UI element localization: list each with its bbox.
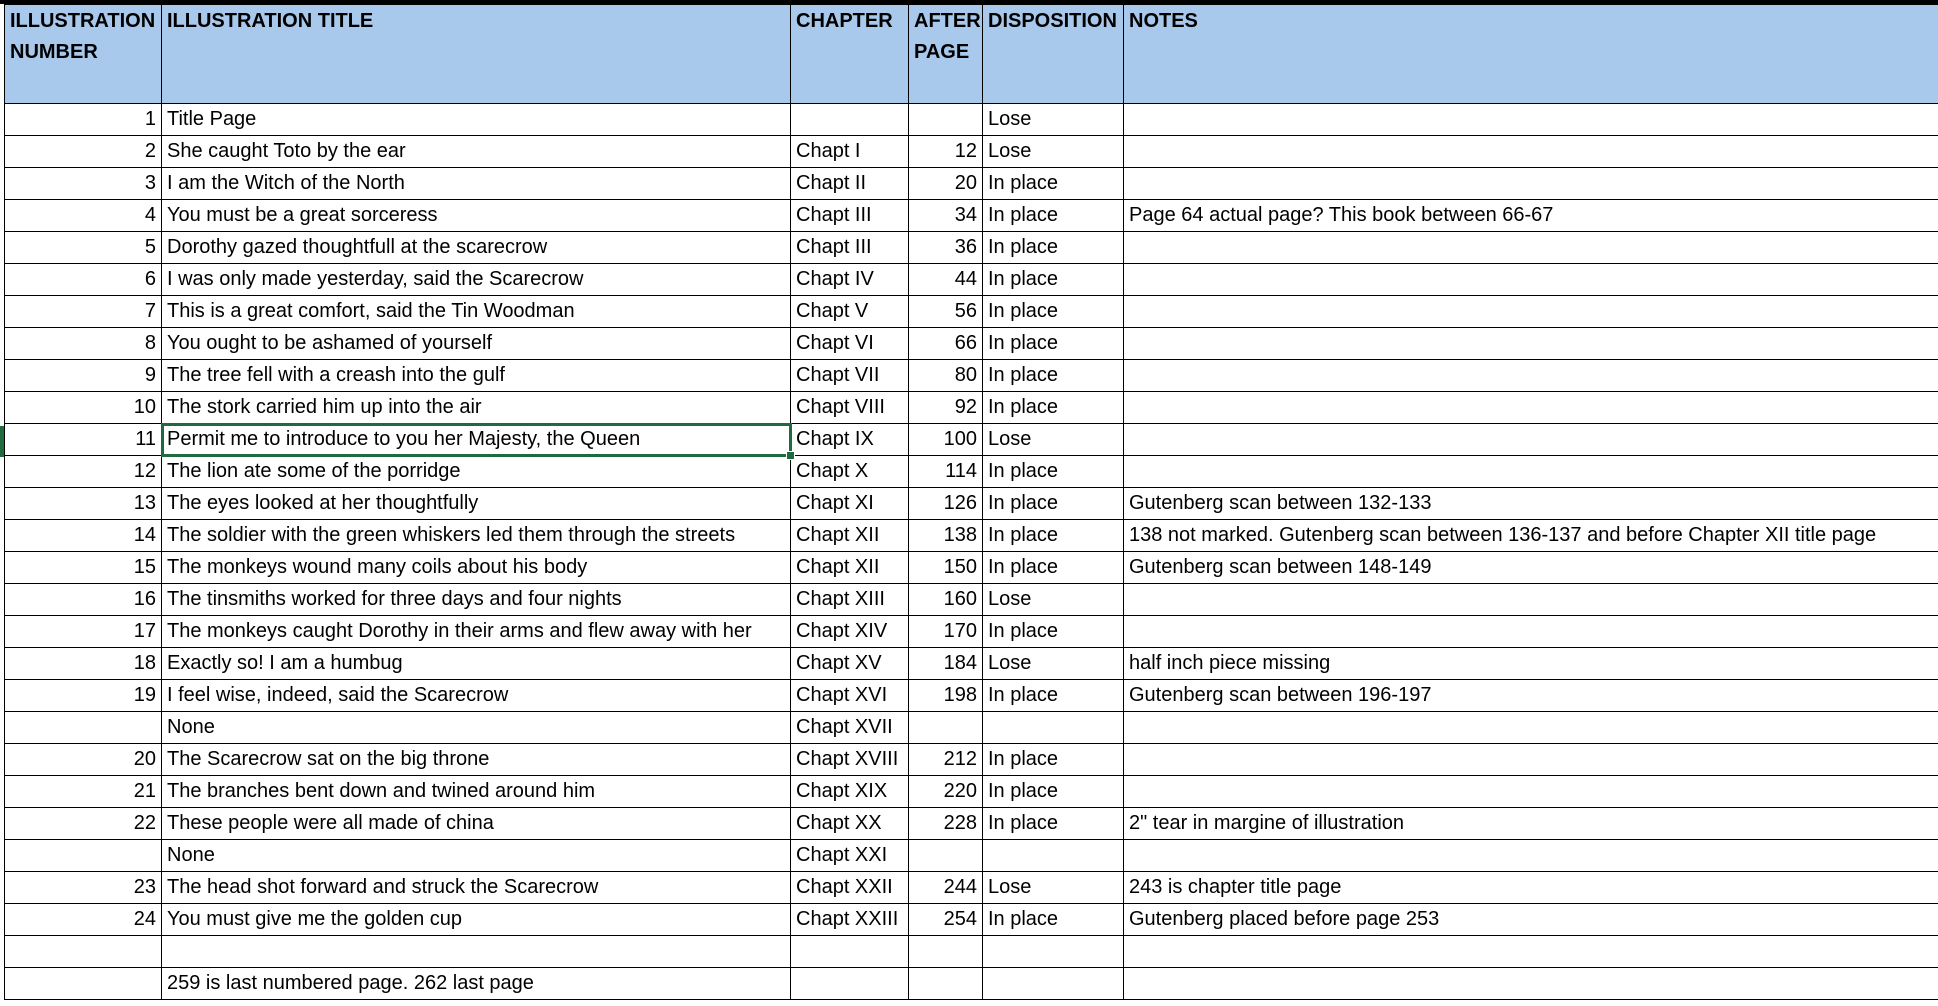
cell-chapter[interactable]: Chapt IX — [791, 424, 909, 456]
table-row — [5, 200, 1938, 232]
cell-after-page[interactable]: 198 — [909, 680, 983, 712]
table-row — [5, 584, 1938, 616]
cell-notes[interactable] — [1124, 264, 1938, 296]
cell-notes[interactable] — [1124, 616, 1938, 648]
cell-after-page[interactable]: 12 — [909, 136, 983, 168]
cell-disposition[interactable]: Lose — [983, 872, 1124, 904]
cell-title[interactable]: I feel wise, indeed, said the Scarecrow — [162, 680, 791, 712]
cell-chapter[interactable]: Chapt XII — [791, 520, 909, 552]
cell-number[interactable]: 10 — [5, 392, 162, 424]
cell-notes[interactable] — [1124, 936, 1938, 968]
cell-number[interactable]: 16 — [5, 584, 162, 616]
cell-disposition[interactable]: Lose — [983, 136, 1124, 168]
cell-disposition[interactable]: In place — [983, 616, 1124, 648]
cell-disposition[interactable]: Lose — [983, 104, 1124, 136]
cell-number[interactable]: 7 — [5, 296, 162, 328]
cell-chapter[interactable]: Chapt XXI — [791, 840, 909, 872]
cell-number[interactable]: 6 — [5, 264, 162, 296]
cell-number[interactable]: 2 — [5, 136, 162, 168]
cell-after-page[interactable]: 80 — [909, 360, 983, 392]
cell-notes[interactable]: half inch piece missing — [1124, 648, 1938, 680]
cell-disposition[interactable]: In place — [983, 456, 1124, 488]
cell-disposition[interactable] — [983, 840, 1124, 872]
cell-title[interactable]: The stork carried him up into the air — [162, 392, 791, 424]
cell-number[interactable]: 14 — [5, 520, 162, 552]
cell-disposition[interactable]: In place — [983, 392, 1124, 424]
cell-after-page[interactable]: 34 — [909, 200, 983, 232]
cell-chapter[interactable]: Chapt II — [791, 168, 909, 200]
cell-notes[interactable]: 243 is chapter title page — [1124, 872, 1938, 904]
cell-disposition[interactable]: In place — [983, 904, 1124, 936]
cell-after-page[interactable]: 126 — [909, 488, 983, 520]
cell-after-page[interactable]: 160 — [909, 584, 983, 616]
cell-number[interactable]: 19 — [5, 680, 162, 712]
cell-title[interactable]: 259 is last numbered page. 262 last page — [162, 968, 791, 1000]
cell-disposition[interactable] — [983, 968, 1124, 1000]
cell-chapter[interactable]: Chapt XXII — [791, 872, 909, 904]
cell-title[interactable]: The soldier with the green whiskers led them through the streets — [162, 520, 791, 552]
cell-number[interactable] — [5, 840, 162, 872]
cell-title[interactable]: The monkeys caught Dorothy in their arms and flew away with her — [162, 616, 791, 648]
cell-notes[interactable] — [1124, 392, 1938, 424]
cell-disposition[interactable]: In place — [983, 808, 1124, 840]
cell-after-page[interactable] — [909, 936, 983, 968]
cell-chapter[interactable]: Chapt XIII — [791, 584, 909, 616]
cell-notes[interactable]: Gutenberg scan between 132-133 — [1124, 488, 1938, 520]
cell-title[interactable]: The monkeys wound many coils about his body — [162, 552, 791, 584]
table-row — [5, 104, 1938, 136]
cell-number[interactable]: 22 — [5, 808, 162, 840]
cell-chapter[interactable]: Chapt XV — [791, 648, 909, 680]
cell-after-page[interactable]: 44 — [909, 264, 983, 296]
cell-after-page[interactable]: 220 — [909, 776, 983, 808]
cell-number[interactable]: 4 — [5, 200, 162, 232]
cell-chapter[interactable] — [791, 104, 909, 136]
cell-title[interactable]: None — [162, 712, 791, 744]
cell-chapter[interactable]: Chapt III — [791, 232, 909, 264]
cell-title[interactable]: I was only made yesterday, said the Scarecrow — [162, 264, 791, 296]
cell-after-page[interactable]: 212 — [909, 744, 983, 776]
cell-disposition[interactable]: In place — [983, 168, 1124, 200]
cell-title[interactable]: You ought to be ashamed of yourself — [162, 328, 791, 360]
cell-title[interactable] — [162, 936, 791, 968]
table-row — [5, 552, 1938, 584]
cell-notes[interactable] — [1124, 840, 1938, 872]
table-row — [5, 520, 1938, 552]
header-row — [5, 5, 1938, 104]
cell-number[interactable]: 11 — [5, 424, 162, 456]
cell-title[interactable]: Permit me to introduce to you her Majesty, the Queen — [162, 424, 791, 456]
cell-after-page[interactable]: 66 — [909, 328, 983, 360]
table-row — [5, 328, 1938, 360]
cell-notes[interactable] — [1124, 456, 1938, 488]
cell-title[interactable]: You must give me the golden cup — [162, 904, 791, 936]
cell-title[interactable]: The tinsmiths worked for three days and four nights — [162, 584, 791, 616]
cell-title[interactable]: The lion ate some of the porridge — [162, 456, 791, 488]
cell-number[interactable]: 17 — [5, 616, 162, 648]
cell-number[interactable]: 5 — [5, 232, 162, 264]
cell-notes[interactable]: 138 not marked. Gutenberg scan between 136-137 and before Chapter XII title page — [1124, 520, 1938, 552]
cell-title[interactable]: She caught Toto by the ear — [162, 136, 791, 168]
cell-notes[interactable] — [1124, 232, 1938, 264]
cell-title[interactable]: The branches bent down and twined around him — [162, 776, 791, 808]
cell-notes[interactable] — [1124, 328, 1938, 360]
table-row — [5, 680, 1938, 712]
cell-chapter[interactable] — [791, 936, 909, 968]
header-notes[interactable]: NOTES — [1124, 5, 1938, 104]
cell-disposition[interactable]: In place — [983, 360, 1124, 392]
cell-after-page[interactable]: 184 — [909, 648, 983, 680]
cell-notes[interactable] — [1124, 424, 1938, 456]
cell-after-page[interactable] — [909, 840, 983, 872]
cell-after-page[interactable] — [909, 968, 983, 1000]
cell-title[interactable]: The Scarecrow sat on the big throne — [162, 744, 791, 776]
cell-after-page[interactable] — [909, 712, 983, 744]
cell-chapter[interactable]: Chapt XVIII — [791, 744, 909, 776]
cell-title[interactable]: Dorothy gazed thoughtfull at the scarecrow — [162, 232, 791, 264]
cell-chapter[interactable]: Chapt IV — [791, 264, 909, 296]
cell-notes[interactable]: Page 64 actual page? This book between 66-67 — [1124, 200, 1938, 232]
table-row — [5, 264, 1938, 296]
cell-number[interactable]: 23 — [5, 872, 162, 904]
table-row — [5, 872, 1938, 904]
cell-title[interactable]: I am the Witch of the North — [162, 168, 791, 200]
cell-disposition[interactable] — [983, 936, 1124, 968]
table-row — [5, 840, 1938, 872]
cell-chapter[interactable]: Chapt VIII — [791, 392, 909, 424]
table-row — [5, 616, 1938, 648]
table-row — [5, 744, 1938, 776]
cell-number[interactable]: 3 — [5, 168, 162, 200]
cell-after-page[interactable]: 56 — [909, 296, 983, 328]
table-row — [5, 456, 1938, 488]
table-row — [5, 232, 1938, 264]
cell-notes[interactable] — [1124, 968, 1938, 1000]
cell-chapter[interactable]: Chapt V — [791, 296, 909, 328]
cell-notes[interactable] — [1124, 776, 1938, 808]
cell-chapter[interactable]: Chapt XVII — [791, 712, 909, 744]
cell-chapter[interactable]: Chapt XII — [791, 552, 909, 584]
cell-disposition[interactable]: In place — [983, 264, 1124, 296]
header-illustration-title[interactable]: ILLUSTRATION TITLE — [162, 5, 791, 104]
cell-disposition[interactable]: In place — [983, 680, 1124, 712]
cell-number[interactable]: 20 — [5, 744, 162, 776]
cell-disposition[interactable]: In place — [983, 488, 1124, 520]
cell-title[interactable]: This is a great comfort, said the Tin Woodman — [162, 296, 791, 328]
cell-disposition[interactable]: In place — [983, 776, 1124, 808]
cell-chapter[interactable]: Chapt VI — [791, 328, 909, 360]
cell-after-page[interactable]: 254 — [909, 904, 983, 936]
cell-disposition[interactable]: In place — [983, 232, 1124, 264]
cell-after-page[interactable]: 114 — [909, 456, 983, 488]
cell-chapter[interactable]: Chapt XVI — [791, 680, 909, 712]
cell-notes[interactable] — [1124, 136, 1938, 168]
table-row — [5, 424, 1938, 456]
cell-chapter[interactable]: Chapt XIX — [791, 776, 909, 808]
cell-after-page[interactable]: 244 — [909, 872, 983, 904]
cell-disposition[interactable]: In place — [983, 520, 1124, 552]
cell-notes[interactable] — [1124, 104, 1938, 136]
cell-number[interactable]: 8 — [5, 328, 162, 360]
cell-title[interactable]: Title Page — [162, 104, 791, 136]
cell-number[interactable]: 13 — [5, 488, 162, 520]
cell-title[interactable]: The head shot forward and struck the Scarecrow — [162, 872, 791, 904]
cell-title[interactable]: You must be a great sorceress — [162, 200, 791, 232]
cell-disposition[interactable]: Lose — [983, 424, 1124, 456]
cell-chapter[interactable]: Chapt XIV — [791, 616, 909, 648]
header-disposition[interactable]: DISPOSITION — [983, 5, 1124, 104]
cell-chapter[interactable]: Chapt X — [791, 456, 909, 488]
cell-notes[interactable]: Gutenberg scan between 148-149 — [1124, 552, 1938, 584]
cell-title[interactable]: Exactly so! I am a humbug — [162, 648, 791, 680]
table-row — [5, 776, 1938, 808]
cell-title[interactable]: The tree fell with a creash into the gulf — [162, 360, 791, 392]
illustration-table — [4, 4, 1938, 1000]
cell-number[interactable] — [5, 968, 162, 1000]
cell-notes[interactable]: Gutenberg placed before page 253 — [1124, 904, 1938, 936]
table-row — [5, 808, 1938, 840]
cell-title[interactable]: The eyes looked at her thoughtfully — [162, 488, 791, 520]
cell-notes[interactable] — [1124, 584, 1938, 616]
table-row — [5, 392, 1938, 424]
cell-title[interactable]: These people were all made of china — [162, 808, 791, 840]
cell-chapter[interactable]: Chapt XXIII — [791, 904, 909, 936]
cell-number[interactable]: 15 — [5, 552, 162, 584]
cell-number[interactable]: 1 — [5, 104, 162, 136]
cell-disposition[interactable] — [983, 712, 1124, 744]
cell-disposition[interactable]: In place — [983, 328, 1124, 360]
cell-disposition[interactable]: Lose — [983, 584, 1124, 616]
cell-number[interactable] — [5, 712, 162, 744]
cell-after-page[interactable]: 138 — [909, 520, 983, 552]
cell-after-page[interactable]: 150 — [909, 552, 983, 584]
cell-disposition[interactable]: In place — [983, 744, 1124, 776]
table-row — [5, 296, 1938, 328]
cell-title[interactable]: None — [162, 840, 791, 872]
table-row — [5, 168, 1938, 200]
cell-disposition[interactable]: In place — [983, 200, 1124, 232]
table-row — [5, 488, 1938, 520]
table-row — [5, 648, 1938, 680]
header-after-page[interactable]: AFTER PAGE — [909, 5, 983, 104]
cell-notes[interactable] — [1124, 360, 1938, 392]
cell-after-page[interactable] — [909, 104, 983, 136]
cell-chapter[interactable]: Chapt VII — [791, 360, 909, 392]
cell-after-page[interactable]: 20 — [909, 168, 983, 200]
cell-chapter[interactable]: Chapt XI — [791, 488, 909, 520]
header-chapter[interactable]: CHAPTER — [791, 5, 909, 104]
cell-number[interactable]: 24 — [5, 904, 162, 936]
header-illustration-number[interactable]: ILLUSTRATION NUMBER — [5, 5, 162, 104]
cell-disposition[interactable]: In place — [983, 296, 1124, 328]
table-row — [5, 936, 1938, 968]
cell-notes[interactable] — [1124, 296, 1938, 328]
cell-after-page[interactable]: 100 — [909, 424, 983, 456]
cell-notes[interactable] — [1124, 168, 1938, 200]
cell-notes[interactable]: Gutenberg scan between 196-197 — [1124, 680, 1938, 712]
cell-after-page[interactable]: 228 — [909, 808, 983, 840]
table-body — [5, 104, 1938, 1000]
table-row — [5, 712, 1938, 744]
cell-chapter[interactable] — [791, 968, 909, 1000]
cell-after-page[interactable]: 92 — [909, 392, 983, 424]
table-row — [5, 968, 1938, 1000]
table-row — [5, 904, 1938, 936]
table-row — [5, 360, 1938, 392]
cell-number[interactable]: 9 — [5, 360, 162, 392]
cell-chapter[interactable]: Chapt I — [791, 136, 909, 168]
cell-disposition[interactable]: In place — [983, 552, 1124, 584]
cell-number[interactable]: 12 — [5, 456, 162, 488]
cell-notes[interactable] — [1124, 744, 1938, 776]
table-row — [5, 136, 1938, 168]
cell-number[interactable]: 18 — [5, 648, 162, 680]
cell-chapter[interactable]: Chapt XX — [791, 808, 909, 840]
cell-after-page[interactable]: 170 — [909, 616, 983, 648]
cell-number[interactable] — [5, 936, 162, 968]
cell-chapter[interactable]: Chapt III — [791, 200, 909, 232]
cell-notes[interactable] — [1124, 712, 1938, 744]
cell-after-page[interactable]: 36 — [909, 232, 983, 264]
cell-notes[interactable]: 2" tear in margine of illustration — [1124, 808, 1938, 840]
cell-number[interactable]: 21 — [5, 776, 162, 808]
cell-disposition[interactable]: Lose — [983, 648, 1124, 680]
